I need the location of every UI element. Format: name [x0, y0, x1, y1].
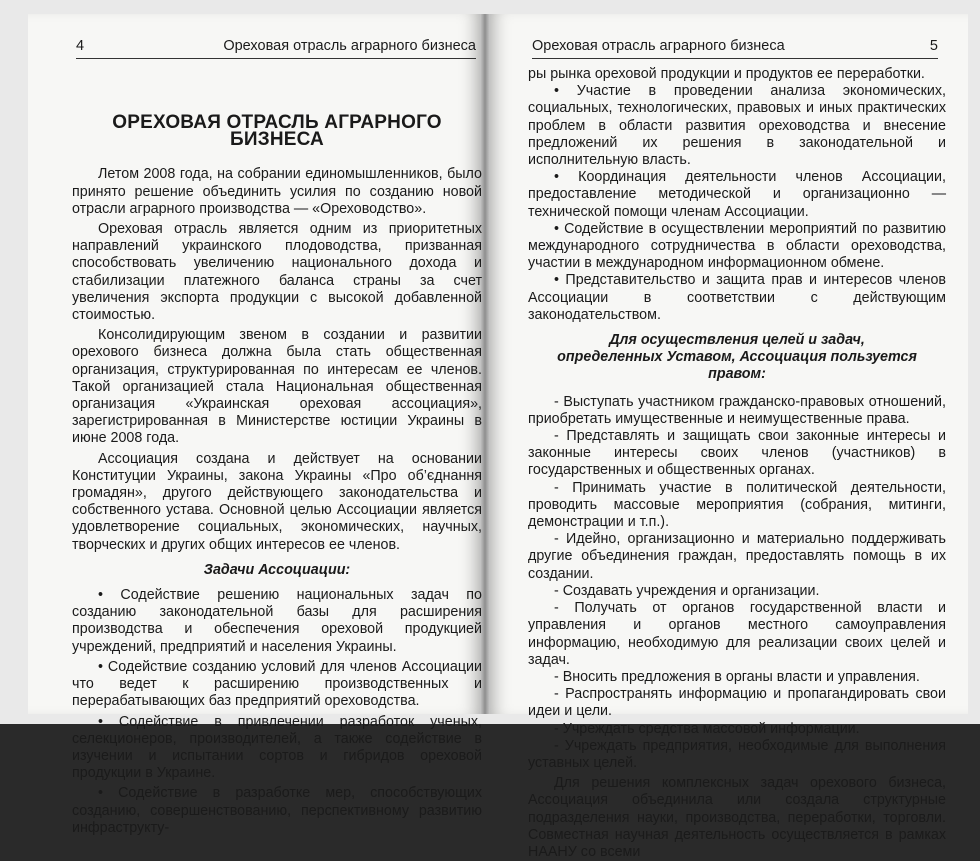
chapter-heading: ОРЕХОВАЯ ОТРАСЛЬ АГРАРНОГО БИЗНЕСА	[112, 112, 442, 151]
right-item: - Распространять информацию и пропагандировать свои идеи и цели.	[528, 686, 946, 720]
subheading-line: определенных Уставом, Ассоциация пользуется правом:	[557, 349, 917, 383]
right-page-body	[528, 66, 946, 861]
bullet-item: • Представительство и защита прав и интересов членов Ассоциации в соответствии с действующим законодательством.	[528, 272, 946, 323]
page-number: 5	[929, 38, 938, 54]
right-item: - Идейно, организационно и материально поддерживать другие объединения граждан, предоставлять помощь в их создании.	[528, 531, 946, 582]
paragraph: Консолидирующим звеном в создании и развитии орехового бизнеса должна была стать общественная организация, структурированная по интересам ее членов. Такой организацией стала Национальная общественная организация «Украинская ореховая ассоциация», зарегистрированная в Министерстве юстиции Украины в июне 2008 года.	[72, 327, 482, 447]
running-title: Ореховая отрасль аграрного бизнеса	[532, 38, 785, 54]
task-item: • Содействие в привлечении разработок ученых, селекционеров, производителей, а также содействие в изучении и испытании сортов и гибридов ореховой продукции в Украине.	[72, 713, 482, 782]
bullet-item: • Координация деятельности членов Ассоциации, предоставление методической и организационно — технической помощи членам Ассоциации.	[528, 169, 946, 220]
task-item: • Содействие в разработке мер, способствующих созданию, совершенствованию, перспективному развитию инфраструкту-	[72, 785, 482, 836]
paragraph: Ореховая отрасль является одним из приоритетных направлений украинского плодоводства, призванная способствовать увеличению национального дохода и стабилизации платежного баланса страны за счет увеличения экспорта продукции с высокой добавленной стоимостью.	[72, 221, 482, 324]
right-item: - Принимать участие в политической деятельности, проводить массовые мероприятия (собрания, митинги, демонстрации и т.п.).	[528, 479, 946, 531]
running-header	[532, 36, 938, 59]
left-page	[28, 14, 482, 836]
right-item: - Выступать участником гражданско-правовых отношений, приобретать имущественные и неимущественные права.	[528, 393, 946, 427]
right-item: - Получать от органов государственной власти и управления и органов местного самоуправления информацию, необходимую для реализации своих целей и задач.	[528, 600, 946, 668]
section-subheading: Задачи Ассоциации:	[203, 561, 351, 578]
right-item: - Создавать учреждения и организации.	[554, 582, 820, 599]
task-item: • Содействие решению национальных задач по созданию законодательной базы для расширения производства и обеспечения ореховой продукцией учреждений, предприятий и населения Украины.	[72, 587, 482, 655]
left-page-body	[72, 114, 482, 837]
right-item: - Учреждать предприятия, необходимые для выполнения уставных целей.	[528, 737, 946, 771]
bullet-item: • Участие в проведении анализа экономических, социальных, технологических, правовых и иных практических проблем в области развития ореховодства и внесение предложений их решения в законодательной и исполнительную власть.	[528, 83, 946, 169]
paragraph: Летом 2008 года, на собрании единомышленников, было принято решение объединить усилия по созданию новой отрасли аграрного производства — «Ореховодство».	[72, 166, 482, 217]
section-subheading	[528, 332, 946, 384]
task-item: • Содействие созданию условий для членов Ассоциации что ведет к расширению производственных и перерабатывающих баз предприятий ореховодства.	[72, 658, 482, 710]
right-page	[490, 14, 968, 860]
running-header	[76, 36, 476, 59]
page-number: 4	[76, 38, 85, 54]
subheading-line: Для осуществления целей и задач,	[609, 332, 865, 349]
bullet-item: • Содействие в осуществлении мероприятий по развитию международного сотрудничества в области ореховодства, участии в международном информационном обмене.	[528, 220, 946, 272]
paragraph: Ассоциация создана и действует на основании Конституции Украины, закона Украины «Про об’єднання громадян», другого действующего законодательства и собственного устава. Основной целью Ассоциации является удовлетворение социальных, экономических, научных, творческих и других общих интересов ее членов.	[72, 450, 482, 553]
right-item: - Учреждать средства массовой информации.	[554, 720, 860, 737]
running-title: Ореховая отрасль аграрного бизнеса	[223, 38, 476, 54]
right-item: - Представлять и защищать свои законные интересы и законные интересы своих членов (участников) в государственных и общественных органах.	[528, 428, 946, 479]
continuation-line: ры рынка ореховой продукции и продуктов ее переработки.	[528, 66, 925, 82]
right-item: - Вносить предложения в органы власти и управления.	[554, 668, 920, 685]
closing-paragraph: Для решения комплексных задач орехового бизнеса, Ассоциация объединила или создала структурные подразделения науки, производства, переработки, торговли. Совместная научная деятельность осуществляется в рамках НААНУ со всеми	[528, 775, 946, 860]
